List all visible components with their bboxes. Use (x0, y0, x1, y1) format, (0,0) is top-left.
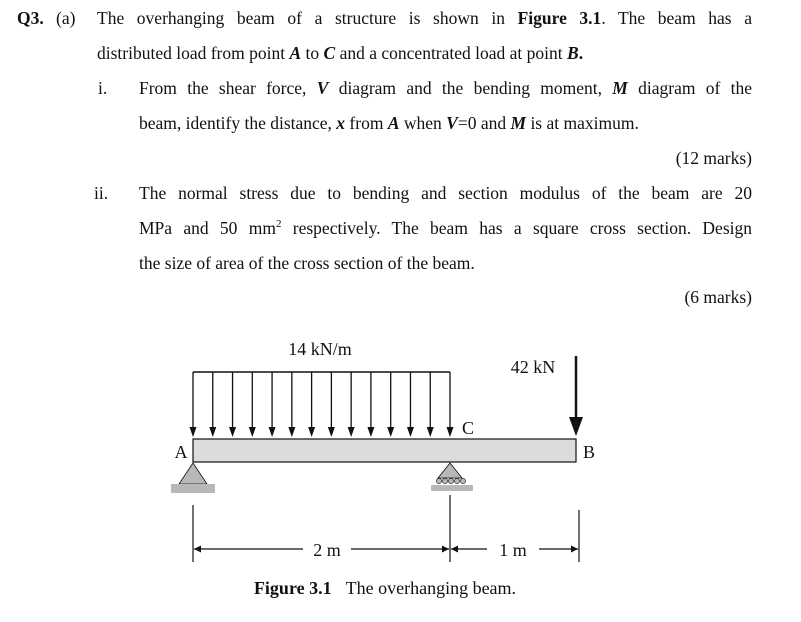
figure-reference: Figure 3.1 (517, 8, 602, 28)
point-ref: C (323, 43, 336, 63)
item-text: MPa and 50 mm (139, 218, 276, 238)
intro-text: to (305, 43, 320, 63)
var-ref: x (336, 113, 346, 133)
label-B: B (582, 442, 596, 462)
udl-label: 14 kN/m (288, 339, 352, 359)
intro-text: distributed load from point (97, 43, 286, 63)
var-ref: V (316, 78, 329, 98)
item-text: respectively. The beam has a square cross section. Design (281, 218, 753, 238)
udl-arrowhead (427, 427, 434, 437)
udl-arrowhead (249, 427, 256, 437)
udl-arrowhead (367, 427, 374, 437)
item-ii-line-3: the size of area of the cross section of the beam. (139, 253, 475, 273)
point-load-label: 42 kN (510, 357, 556, 377)
var-ref: M (510, 113, 527, 133)
item-i-label: i. (98, 78, 108, 98)
udl-arrows (190, 372, 454, 437)
distributed-load (190, 372, 454, 437)
udl-arrowhead (447, 427, 454, 437)
item-text: beam, identify the distance, (139, 113, 332, 133)
item-text: diagram and the bending moment, (338, 78, 602, 98)
item-text: from (349, 113, 384, 133)
udl-arrowhead (229, 427, 236, 437)
point-ref: B (567, 43, 579, 63)
item-text: diagram of the (638, 78, 753, 98)
udl-arrowhead (190, 427, 197, 437)
item-text: when (403, 113, 442, 133)
figure-caption (254, 578, 516, 598)
label-A: A (174, 442, 188, 462)
dimension-CB-label: 1 m (499, 540, 527, 560)
item-ii-marks: (6 marks) (684, 287, 752, 307)
var-ref: A (387, 113, 400, 133)
udl-arrowhead (348, 427, 355, 437)
superscript: 2 (275, 218, 282, 231)
intro-text: . (578, 43, 584, 63)
item-ii-label: ii. (94, 183, 109, 203)
udl-arrowhead (209, 427, 216, 437)
point-ref: A (289, 43, 302, 63)
point-load-arrowhead (569, 417, 583, 436)
beam (193, 439, 576, 462)
question-number: Q3. (17, 8, 44, 28)
intro-text: The overhanging beam of a structure is shown in (97, 8, 505, 28)
intro-text: . The beam has a (601, 8, 752, 28)
item-text: =0 and (457, 113, 507, 133)
udl-arrowhead (407, 427, 414, 437)
caption-label: Figure 3.1 (253, 578, 332, 598)
udl-arrowhead (387, 427, 394, 437)
item-text: From the shear force, (139, 78, 307, 98)
udl-arrowhead (288, 427, 295, 437)
item-ii-line-1: The normal stress due to bending and section modulus of the beam are 20 (139, 183, 752, 203)
question-part: (a) (56, 8, 76, 28)
udl-arrowhead (328, 427, 335, 437)
intro-text: and a concentrated load at point (339, 43, 563, 63)
item-i-marks: (12 marks) (675, 148, 752, 168)
udl-arrowhead (269, 427, 276, 437)
udl-arrowhead (308, 427, 315, 437)
dimension-AC-label: 2 m (313, 540, 341, 560)
label-C: C (461, 418, 475, 438)
caption-text: The overhanging beam. (345, 578, 517, 598)
pin-support-A (171, 463, 215, 493)
roller-support-C (431, 463, 473, 491)
item-text: is at maximum. (530, 113, 639, 133)
var-ref: M (612, 78, 628, 98)
var-ref: V (446, 113, 458, 133)
